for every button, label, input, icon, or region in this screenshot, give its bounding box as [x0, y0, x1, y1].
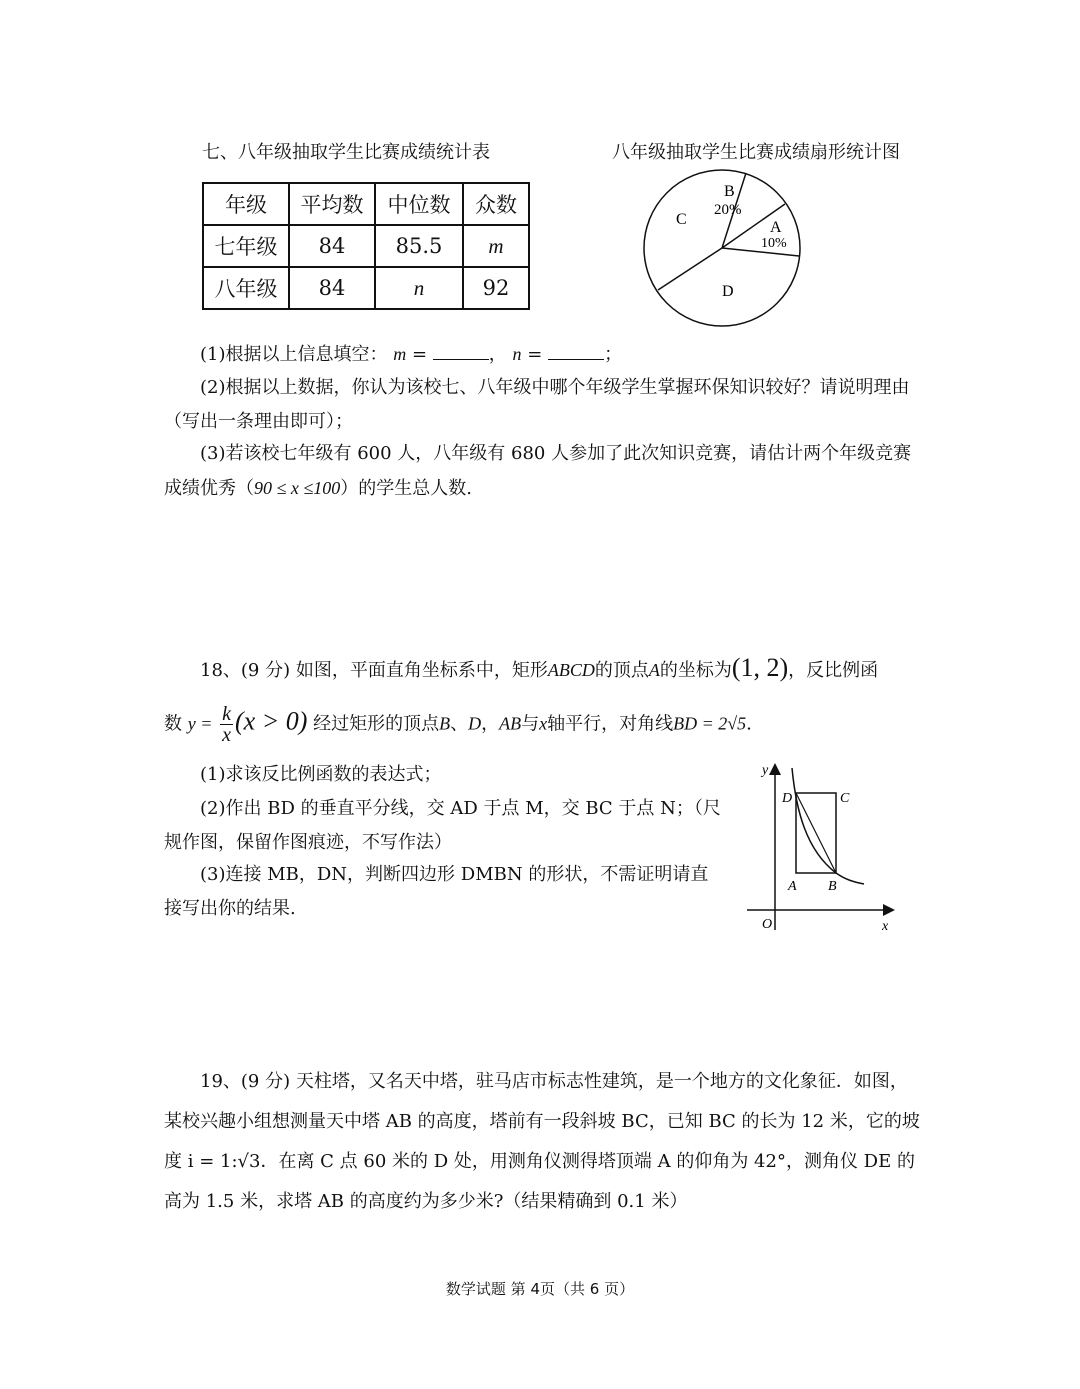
- pie-label-b: B: [724, 183, 735, 200]
- point-a: A: [648, 660, 660, 680]
- q17-part3-end: ）的学生总人数.: [340, 478, 472, 499]
- pie-divider: [658, 248, 722, 290]
- table-cell: n: [375, 267, 463, 309]
- point-d: D: [468, 713, 482, 734]
- label-y: y: [762, 763, 769, 778]
- table-cell: 85.5: [375, 225, 463, 267]
- semicolon: ；: [604, 344, 623, 365]
- comma: ，: [488, 344, 507, 365]
- pie-label-b-percent: 20%: [714, 202, 742, 218]
- q18-sub3: (3)连接 MB，DN，判断四边形 DMBN 的形状，不需证明请直接写出你的结果.: [164, 864, 709, 919]
- fraction-k-over-x: [220, 704, 233, 745]
- numerator: k: [222, 703, 231, 725]
- rect-abcd: ABCD: [547, 660, 595, 680]
- pie-label-a: A: [770, 219, 782, 236]
- table-cell: m: [463, 225, 529, 267]
- inequality: 90 ≤ x ≤100: [254, 478, 341, 498]
- pie-title: 八年级抽取学生比赛成绩扇形统计图: [612, 142, 900, 163]
- table-header-row: [203, 183, 529, 225]
- q18-sub2: (2)作出 BD 的垂直平分线，交 AD 于点 M，交 BC 于点 N；（尺规作图，保留作图痕迹，不写作法）: [164, 798, 721, 853]
- q18-text: 18、(9 分) 如图，平面直角坐标系中，矩形: [200, 660, 548, 681]
- var-m: m: [393, 344, 407, 364]
- pie-label-a-percent: 10%: [761, 236, 787, 251]
- table-cell: 92: [463, 267, 529, 309]
- table-cell: 七年级: [203, 225, 289, 267]
- table-row: [203, 225, 529, 267]
- header-cell: 众数: [463, 183, 529, 225]
- q18-text: 的顶点: [594, 660, 649, 681]
- header-cell: 中位数: [375, 183, 463, 225]
- q18-text: ，反比例函: [788, 660, 879, 681]
- header-cell: 年级: [203, 183, 289, 225]
- table-title: 七、八年级抽取学生比赛成绩统计表: [202, 142, 490, 163]
- q18-text: 经过矩形的顶点: [313, 713, 440, 735]
- segment-ab: AB: [499, 713, 522, 734]
- diagonal-bd: [796, 793, 836, 873]
- stats-table: [202, 182, 530, 310]
- denominator: x: [222, 724, 231, 746]
- table-cell: 84: [289, 267, 375, 309]
- label-c: C: [840, 791, 850, 806]
- q18-line2: [164, 704, 920, 745]
- label-a: A: [788, 879, 797, 894]
- point-b: B: [439, 713, 451, 734]
- period: .: [746, 713, 752, 735]
- hyperbola-curve: [792, 768, 864, 884]
- label-b: B: [828, 879, 837, 894]
- q18-figure: [742, 760, 900, 935]
- table-cell: 84: [289, 225, 375, 267]
- blank-n[interactable]: [548, 343, 604, 360]
- q17-part3: [164, 437, 920, 506]
- page-footer: 数学试题 第 4页（共 6 页）: [445, 1280, 635, 1298]
- x-axis-var: x: [539, 713, 548, 734]
- pie-label-c: C: [676, 211, 687, 228]
- q18-text: 数: [164, 713, 182, 735]
- label-d: D: [782, 791, 793, 806]
- label-o: O: [762, 917, 773, 932]
- q17-part3-text: (3)若该校七年级有 600 人，八年级有 680 人参加了此次知识竞赛，请估计两个年级竞赛成绩优秀（: [164, 443, 912, 499]
- table-cell: 八年级: [203, 267, 289, 309]
- var-n: n: [512, 344, 522, 364]
- condition: (x > 0): [235, 706, 308, 736]
- q18-line1: [164, 651, 920, 688]
- q18-text: 的坐标为: [659, 660, 732, 681]
- equals: =: [527, 344, 543, 365]
- label-x: x: [882, 919, 889, 934]
- comma: ，: [481, 713, 500, 735]
- separator: 、: [450, 713, 469, 735]
- blank-m[interactable]: [433, 343, 489, 360]
- table-row: [203, 267, 529, 309]
- q18-sub1: (1)求该反比例函数的表达式；: [200, 764, 442, 785]
- q17-part2: (2)根据以上数据，你认为该校七、八年级中哪个年级学生掌握环保知识较好？请说明理由（写出一条理由即可）；: [164, 377, 910, 432]
- coordinate: (1, 2): [731, 653, 789, 682]
- equals: =: [411, 344, 428, 365]
- pie-chart: [640, 168, 805, 328]
- diagonal-bd: BD = 2√5: [673, 713, 747, 734]
- header-cell: 平均数: [289, 183, 375, 225]
- y-equals: y =: [187, 713, 213, 734]
- q19-text: 19、(9 分) 天柱塔，又名天中塔，驻马店市标志性建筑，是一个地方的文化象征．如图，某校兴趣小组想测量天中塔 AB 的高度，塔前有一段斜坡 BC，已知 BC 的长为 12 米，它的坡度 i = 1:√3．在离 C 点 60 米的 D 处，用测角仪测得塔顶端 A 的仰角为 42°，测角仪 DE 的高为 1.5 米，求塔 AB 的高度约为多少米?（结果精确到 0.1 米）: [164, 1071, 920, 1212]
- q18-text: 与: [521, 713, 540, 735]
- q17-part1: [164, 337, 920, 372]
- q17-part1-text: (1)根据以上信息填空：: [200, 344, 388, 365]
- pie-label-d: D: [722, 283, 734, 300]
- q18-text: 轴平行，对角线: [547, 713, 674, 735]
